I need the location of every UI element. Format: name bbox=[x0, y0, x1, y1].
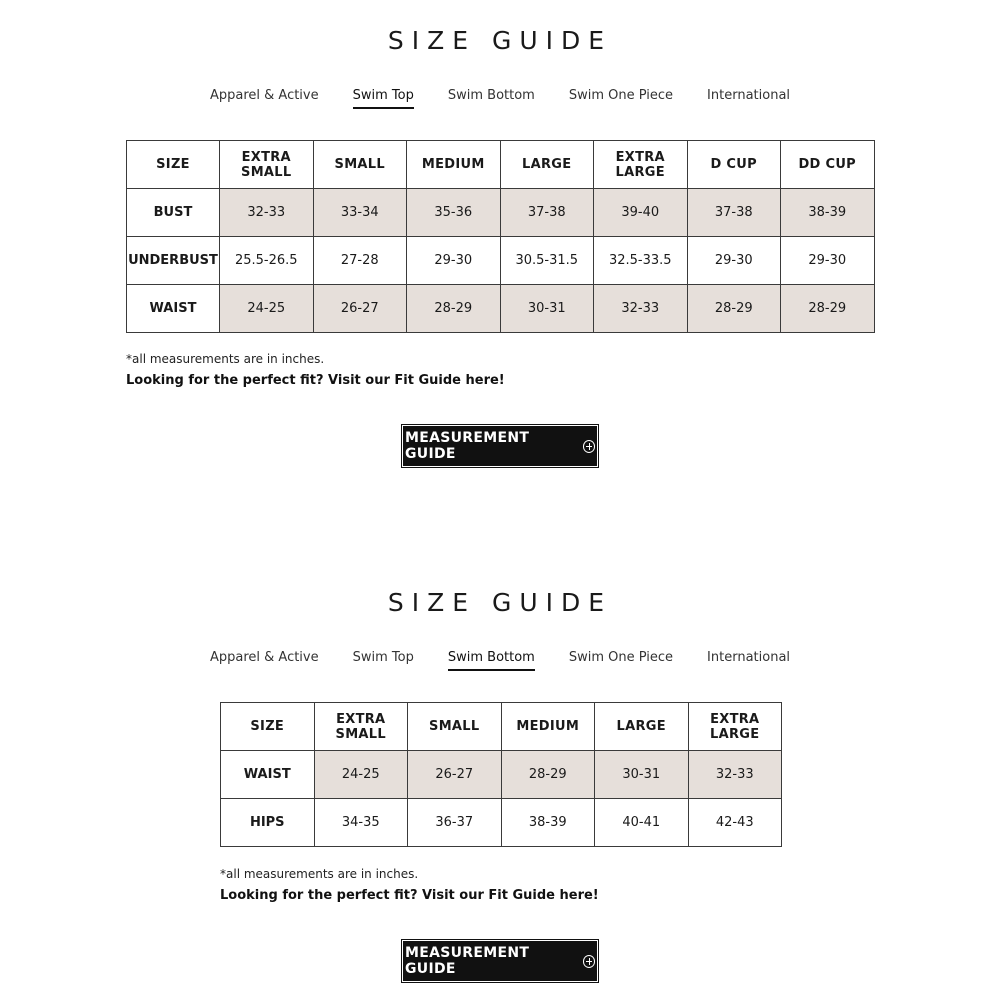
table-header-cell: LARGE bbox=[595, 703, 689, 751]
row-label: WAIST bbox=[127, 285, 220, 333]
table-cell: 28-29 bbox=[407, 285, 501, 333]
table-row bbox=[127, 237, 875, 285]
table-header-cell: EXTRA LARGE bbox=[594, 141, 688, 189]
table-cell: 24-25 bbox=[220, 285, 314, 333]
fit-guide-link[interactable]: Looking for the perfect fit? Visit our Fit Guide here! bbox=[220, 888, 599, 903]
table-cell: 30-31 bbox=[500, 285, 594, 333]
table-cell: 26-27 bbox=[313, 285, 407, 333]
table-header-cell: MEDIUM bbox=[501, 703, 595, 751]
tab-swim-top[interactable]: Swim Top bbox=[353, 88, 414, 109]
tab-swim-one-piece[interactable]: Swim One Piece bbox=[568, 650, 674, 665]
row-label: WAIST bbox=[221, 751, 315, 799]
table-header-cell: EXTRA SMALL bbox=[314, 703, 408, 751]
table-cell: 32.5-33.5 bbox=[594, 237, 688, 285]
table-cell: 33-34 bbox=[313, 189, 407, 237]
table-cell: 36-37 bbox=[408, 799, 502, 847]
table-header-cell: LARGE bbox=[500, 141, 594, 189]
swim-bottom-size-table bbox=[220, 702, 782, 847]
table-row bbox=[127, 189, 875, 237]
table-header-cell: SIZE bbox=[127, 141, 220, 189]
table-row bbox=[221, 751, 782, 799]
table-cell: 38-39 bbox=[501, 799, 595, 847]
table-cell: 37-38 bbox=[687, 189, 781, 237]
fit-guide-link[interactable]: Looking for the perfect fit? Visit our Fit Guide here! bbox=[126, 373, 505, 388]
table-cell: 30.5-31.5 bbox=[500, 237, 594, 285]
tab-swim-bottom[interactable]: Swim Bottom bbox=[448, 650, 535, 671]
table-cell: 24-25 bbox=[314, 751, 408, 799]
table-header-cell: EXTRA LARGE bbox=[688, 703, 782, 751]
table-cell: 32-33 bbox=[688, 751, 782, 799]
table-cell: 29-30 bbox=[687, 237, 781, 285]
tab-international[interactable]: International bbox=[707, 88, 791, 103]
measurement-guide-button[interactable] bbox=[403, 426, 597, 466]
table-cell: 28-29 bbox=[781, 285, 875, 333]
measurement-guide-label: MEASUREMENT GUIDE bbox=[405, 945, 530, 977]
table-header-cell: SMALL bbox=[408, 703, 502, 751]
table-cell: 30-31 bbox=[595, 751, 689, 799]
measurement-note: *all measurements are in inches. bbox=[126, 352, 325, 366]
table-cell: 32-33 bbox=[594, 285, 688, 333]
table-cell: 37-38 bbox=[500, 189, 594, 237]
table-header-cell: SIZE bbox=[221, 703, 315, 751]
table-cell: 40-41 bbox=[595, 799, 689, 847]
table-cell: 28-29 bbox=[687, 285, 781, 333]
plus-circle-icon bbox=[583, 440, 595, 453]
measurement-note: *all measurements are in inches. bbox=[220, 867, 419, 881]
table-cell: 27-28 bbox=[313, 237, 407, 285]
table-header-cell: D CUP bbox=[687, 141, 781, 189]
table-cell: 42-43 bbox=[688, 799, 782, 847]
page-title: SIZE GUIDE bbox=[387, 26, 613, 55]
measurement-guide-button[interactable] bbox=[403, 941, 597, 981]
row-label: HIPS bbox=[221, 799, 315, 847]
table-header-row bbox=[127, 141, 875, 189]
table-cell: 38-39 bbox=[781, 189, 875, 237]
size-guide-tabs bbox=[0, 650, 1000, 671]
row-label: BUST bbox=[127, 189, 220, 237]
tab-apparel-active[interactable]: Apparel & Active bbox=[209, 88, 319, 103]
tab-swim-one-piece[interactable]: Swim One Piece bbox=[568, 88, 674, 103]
size-guide-swim-top bbox=[0, 0, 1000, 480]
table-cell: 39-40 bbox=[594, 189, 688, 237]
plus-circle-icon bbox=[583, 955, 595, 968]
row-label: UNDERBUST bbox=[127, 237, 220, 285]
size-guide-swim-bottom bbox=[0, 562, 1000, 1000]
table-header-row bbox=[221, 703, 782, 751]
table-cell: 29-30 bbox=[781, 237, 875, 285]
tab-swim-top[interactable]: Swim Top bbox=[352, 650, 414, 665]
table-cell: 32-33 bbox=[220, 189, 314, 237]
page-title: SIZE GUIDE bbox=[387, 588, 613, 617]
table-cell: 26-27 bbox=[408, 751, 502, 799]
table-header-cell: SMALL bbox=[313, 141, 407, 189]
table-row bbox=[127, 285, 875, 333]
table-header-cell: EXTRA SMALL bbox=[220, 141, 314, 189]
table-cell: 34-35 bbox=[314, 799, 408, 847]
measurement-guide-label: MEASUREMENT GUIDE bbox=[405, 430, 530, 462]
table-header-cell: MEDIUM bbox=[407, 141, 501, 189]
table-row bbox=[221, 799, 782, 847]
tab-apparel-active[interactable]: Apparel & Active bbox=[209, 650, 319, 665]
table-cell: 28-29 bbox=[501, 751, 595, 799]
table-cell: 25.5-26.5 bbox=[220, 237, 314, 285]
size-guide-tabs bbox=[0, 88, 1000, 109]
tab-swim-bottom[interactable]: Swim Bottom bbox=[447, 88, 535, 103]
table-cell: 35-36 bbox=[407, 189, 501, 237]
table-cell: 29-30 bbox=[407, 237, 501, 285]
swim-top-size-table bbox=[126, 140, 875, 333]
tab-international[interactable]: International bbox=[707, 650, 791, 665]
table-header-cell: DD CUP bbox=[781, 141, 875, 189]
